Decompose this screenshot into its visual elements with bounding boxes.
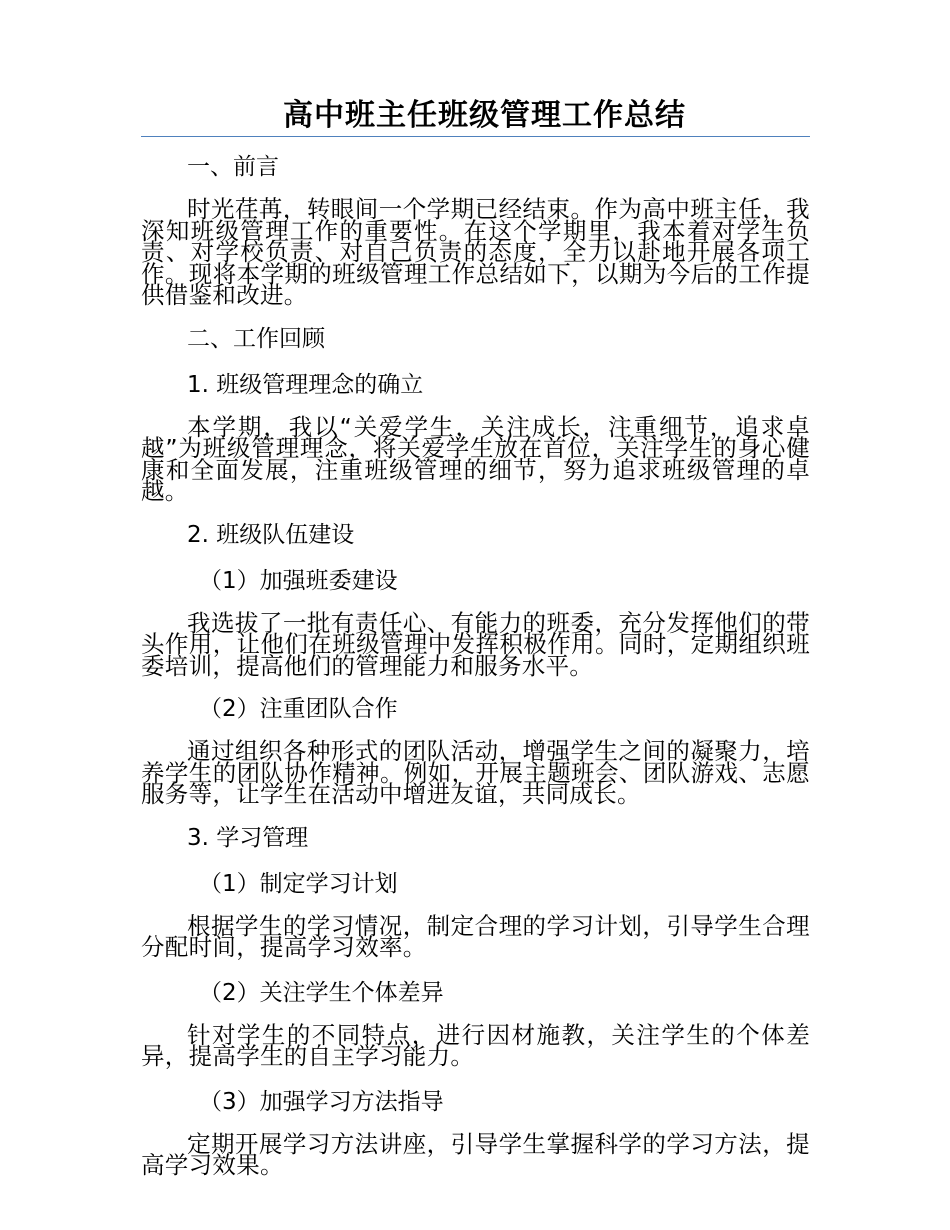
- subheading-study-management: 3. 学习管理: [187, 824, 309, 851]
- paragraph-foreword: 时光荏苒，转眼间一个学期已经结束。作为高中班主任，我深知班级管理工作的重要性。在这个学期里，我本着对学生负责、对学校负责、对自己负责的态度，全力以赴地开展各项工作。现将本学期的班级管理工作总结如下，以期为今后的工作提供借鉴和改进。: [141, 195, 810, 309]
- section-heading-work-review: 二、工作回顾: [187, 325, 325, 352]
- subheading-class-committee: （1）加强班委建设: [199, 567, 398, 594]
- subheading-study-plan: （1）制定学习计划: [199, 870, 398, 897]
- paragraph-individual-differences: 针对学生的不同特点，进行因材施教，关注学生的个体差异，提高学生的自主学习能力。: [141, 1020, 810, 1070]
- subheading-teamwork: （2）注重团队合作: [199, 696, 398, 722]
- paragraph-study-methods: 定期开展学习方法讲座，引导学生掌握科学的学习方法，提高学习效果。: [141, 1129, 810, 1179]
- subheading-class-team-building: 2. 班级队伍建设: [187, 521, 355, 548]
- subheading-individual-differences: （2）关注学生个体差异: [199, 979, 444, 1006]
- subheading-study-methods: （3）加强学习方法指导: [199, 1088, 444, 1115]
- document-title: 高中班主任班级管理工作总结: [283, 98, 686, 133]
- paragraph-management-concept: 本学期，我以“关爱学生，关注成长，注重细节，追求卓越”为班级管理理念，将关爱学生放在首位，关注学生的身心健康和全面发展，注重班级管理的细节，努力追求班级管理的卓越。: [141, 412, 810, 505]
- title-underline: [141, 136, 810, 137]
- paragraph-class-committee: 我选拔了一批有责任心、有能力的班委，充分发挥他们的带头作用，让他们在班级管理中发挥积极作用。同时，定期组织班委培训，提高他们的管理能力和服务水平。: [141, 608, 810, 680]
- subheading-management-concept: 1. 班级管理理念的确立: [187, 371, 424, 398]
- document-page: [141, 96, 810, 1195]
- paragraph-teamwork: 通过组织各种形式的团队活动，增强学生之间的凝聚力，培养学生的团队协作精神。例如，开展主题班会、团队游戏、志愿服务等，让学生在活动中增进友谊，共同成长。: [141, 737, 810, 808]
- paragraph-study-plan: 根据学生的学习情况，制定合理的学习计划，引导学生合理分配时间，提高学习效率。: [141, 911, 810, 961]
- section-heading-foreword: 一、前言: [187, 154, 279, 180]
